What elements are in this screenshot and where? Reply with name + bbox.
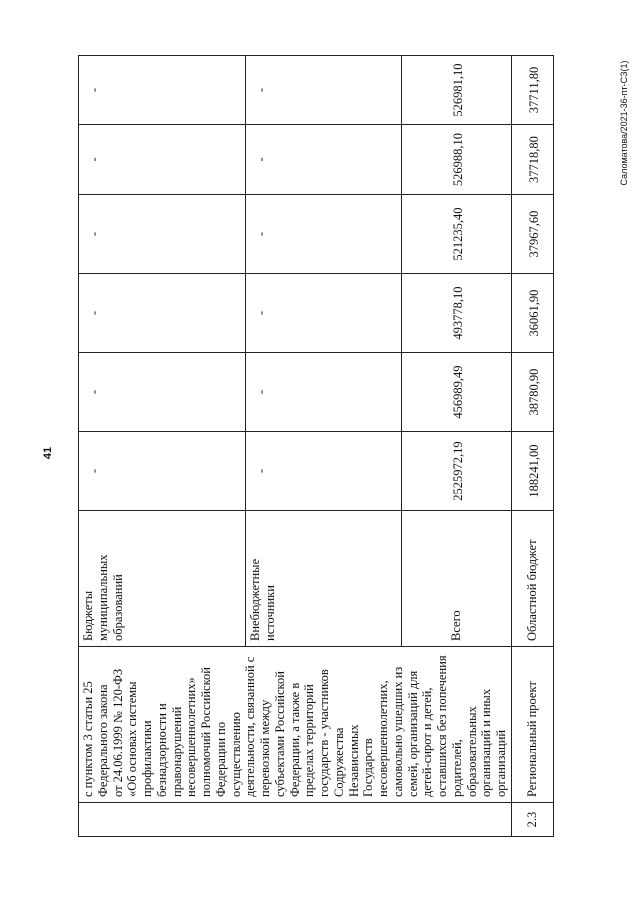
value-cell: -	[79, 353, 246, 432]
value-cell: -	[245, 195, 401, 274]
value-cell: -	[245, 56, 401, 125]
value-cell: -	[79, 125, 246, 195]
value-cell: 526988,10	[402, 125, 512, 195]
index-cell-empty	[79, 803, 512, 837]
value-cell: -	[245, 274, 401, 353]
value-cell: 188241,00	[511, 432, 553, 511]
value-cell: -	[79, 432, 246, 511]
value-cell: 38780,90	[511, 353, 553, 432]
document-footer: Саломатова/2021-36-пт-СЗ(1)	[619, 60, 629, 186]
value-cell: -	[79, 274, 246, 353]
source-label: Внебюджетные источники	[245, 511, 401, 647]
table-row	[511, 56, 553, 837]
value-cell: 521235,40	[402, 195, 512, 274]
value-cell: 37711,80	[511, 56, 553, 125]
value-cell: -	[79, 56, 246, 125]
value-cell: 37967,60	[511, 195, 553, 274]
source-label: Всего	[402, 511, 512, 647]
table-row	[79, 56, 246, 837]
page-number: 41	[42, 446, 54, 460]
value-cell: -	[79, 195, 246, 274]
value-cell: -	[245, 125, 401, 195]
value-cell: 36061,90	[511, 274, 553, 353]
measure-description: с пунктом 3 статьи 25 Федерального закона от 24.06.1999 № 120-ФЗ «Об основах системы профилактики безнадзорности и правонарушений несовершеннолетних» полномочий Российской Федерации по осуществлению деятельности, связанной с перевозкой между субъектами Российской Федерации, а также в пределах территорий государств - участников Содружества Независимых Государств несовершеннолетних, самовольно ушедших из семей, организаций для детей-сирот и детей, оставшихся без попечения родителей, образовательных организаций и иных организаций	[79, 647, 512, 803]
source-label: Областной бюджет	[511, 511, 553, 647]
value-cell: 456989,49	[402, 353, 512, 432]
row-index: 2.3	[511, 803, 553, 837]
value-cell: -	[245, 353, 401, 432]
project-name: Региональный проект	[511, 647, 553, 803]
value-cell: -	[245, 432, 401, 511]
value-cell: 493778,10	[402, 274, 512, 353]
source-label: Бюджеты муниципальных образований	[79, 511, 246, 647]
value-cell: 526981,10	[402, 56, 512, 125]
value-cell: 37718,80	[511, 125, 553, 195]
value-cell: 2525972,19	[402, 432, 512, 511]
budget-table	[78, 55, 554, 837]
budget-table-wrapper	[78, 56, 553, 837]
